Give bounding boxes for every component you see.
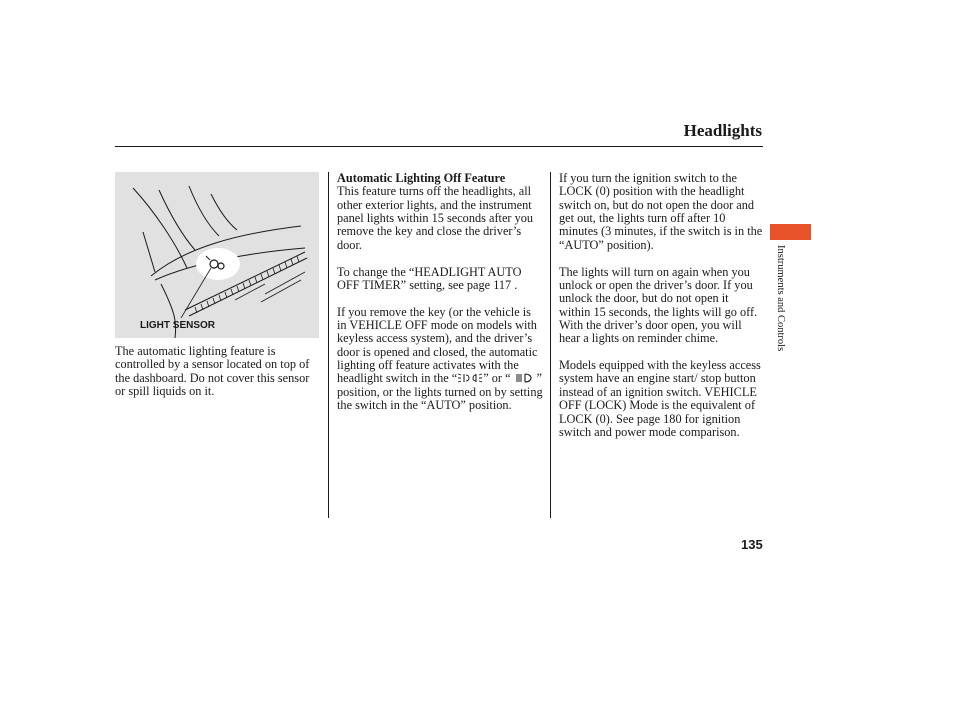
title-divider	[115, 146, 763, 147]
paragraph: If you turn the ignition switch to the LOCK (0) position with the headlight switch on, but do not open the door and get out, the lights turn off after 10 minutes (3 minutes, if the switch is in the “AUTO” position).	[559, 171, 763, 252]
paragraph: Models equipped with the keyless access system have an engine start/ stop button instead of an ignition switch. VEHICLE OFF (LOCK) Mode is the equivalent of LOCK (0). See page 180 for ignition switch and power mode comparison.	[559, 358, 761, 439]
section-label: Instruments and Controls	[775, 245, 786, 352]
headlight-icon	[511, 372, 537, 384]
paragraph: The lights will turn on again when you unlock or open the driver’s door. If you unlock the door, but do not open it within 15 seconds, the lights will go off. With the driver’s door open, you will hear a lights on reminder chime.	[559, 264, 758, 346]
light-sensor-illustration	[115, 172, 319, 338]
section-heading: Automatic Lighting Off Feature	[337, 171, 506, 185]
column-divider	[328, 172, 329, 518]
dashboard-drawing	[115, 172, 319, 338]
paragraph: To change the “HEADLIGHT AUTO OFF TIMER” setting, see page 117 .	[337, 264, 522, 292]
column-3	[559, 172, 763, 453]
paragraph: The automatic lighting feature is controlled by a sensor located on top of the dashboard. Do not cover this sensor or spill liquids on it.	[115, 344, 310, 399]
column-2	[337, 172, 543, 426]
paragraph-part: ” or “	[483, 371, 511, 386]
paragraph: This feature turns off the headlights, all other exterior lights, and the instrument panel lights within 15 seconds after you remove the key and close the driver’s door.	[337, 184, 534, 252]
paragraph-part: ” position, or the lights turned on by setting the switch in the “AUTO” position.	[337, 371, 543, 413]
section-tab	[770, 224, 811, 240]
column-1	[115, 345, 320, 412]
column-divider	[550, 172, 551, 518]
figure-caption: LIGHT SENSOR	[140, 320, 216, 331]
parking-lights-icon	[457, 372, 483, 384]
page-number: 135	[741, 537, 763, 552]
page-title: Headlights	[683, 121, 762, 140]
paragraph	[337, 306, 543, 413]
paragraph-part: If you remove the key (or the vehicle is in VEHICLE OFF mode on models with keyless access system), and the driver’s door is opened and closed, the automatic lighting off feature activates with the headlight switch in the “	[337, 304, 538, 386]
